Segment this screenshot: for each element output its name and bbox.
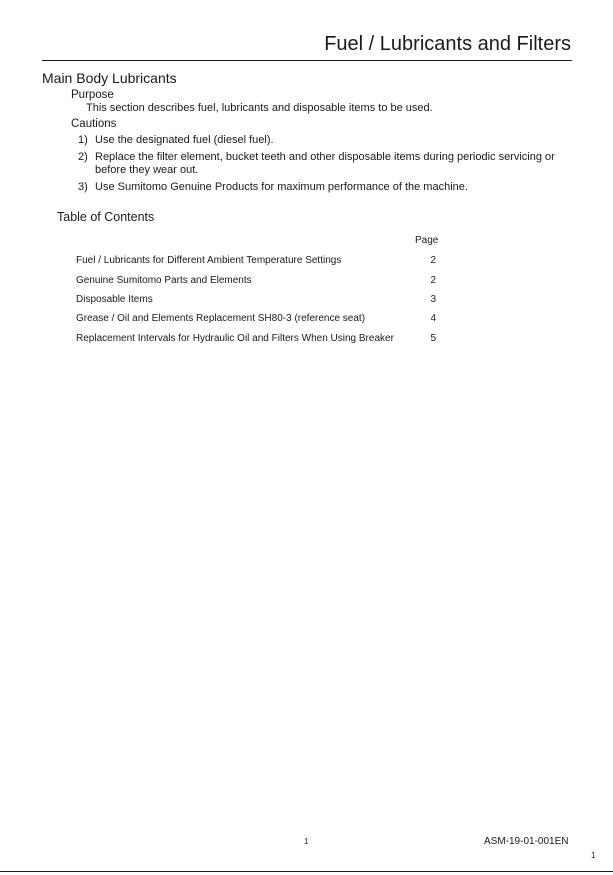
cautions-label: Cautions <box>71 118 117 130</box>
caution-text: Replace the filter element, bucket teeth and other disposable items during periodic servicing or before they wear out. <box>95 151 555 176</box>
corner-page-number: 1 <box>591 851 596 860</box>
caution-item <box>78 151 578 177</box>
caution-number: 3) <box>78 181 88 193</box>
toc-entry-page: 3 <box>430 294 436 305</box>
page-title: Fuel / Lubricants and Filters <box>324 33 571 55</box>
purpose-text: This section describes fuel, lubricants and disposable items to be used. <box>86 102 433 114</box>
footer-page-number: 1 <box>304 837 309 846</box>
caution-list <box>78 134 578 198</box>
toc-entry-page: 5 <box>430 333 436 344</box>
toc-page-column-label: Page <box>415 235 439 246</box>
toc-entry-title[interactable]: Disposable Items <box>76 294 153 305</box>
caution-number: 2) <box>78 151 88 163</box>
caution-text: Use the designated fuel (diesel fuel). <box>95 134 274 146</box>
toc-entry-title[interactable]: Grease / Oil and Elements Replacement SH80-3 (reference seat) <box>76 313 366 324</box>
toc-heading: Table of Contents <box>57 210 155 224</box>
toc-entry-title[interactable]: Genuine Sumitomo Parts and Elements <box>76 275 252 286</box>
section-heading: Main Body Lubricants <box>42 70 177 86</box>
caution-number: 1) <box>78 134 88 146</box>
title-rule <box>42 60 572 61</box>
toc-entry-page: 2 <box>430 255 436 266</box>
bottom-rule <box>0 871 613 872</box>
caution-item <box>78 134 578 147</box>
toc-entry-title[interactable]: Replacement Intervals for Hydraulic Oil and Filters When Using Breaker <box>76 333 394 344</box>
purpose-label: Purpose <box>71 89 114 101</box>
document-code: ASM-19-01-001EN <box>484 836 569 847</box>
caution-text: Use Sumitomo Genuine Products for maximum performance of the machine. <box>95 181 468 193</box>
toc-entry-page: 4 <box>430 313 436 324</box>
toc-entry-title[interactable]: Fuel / Lubricants for Different Ambient Temperature Settings <box>76 255 342 266</box>
toc-entry-page: 2 <box>430 275 436 286</box>
caution-item <box>78 181 578 194</box>
